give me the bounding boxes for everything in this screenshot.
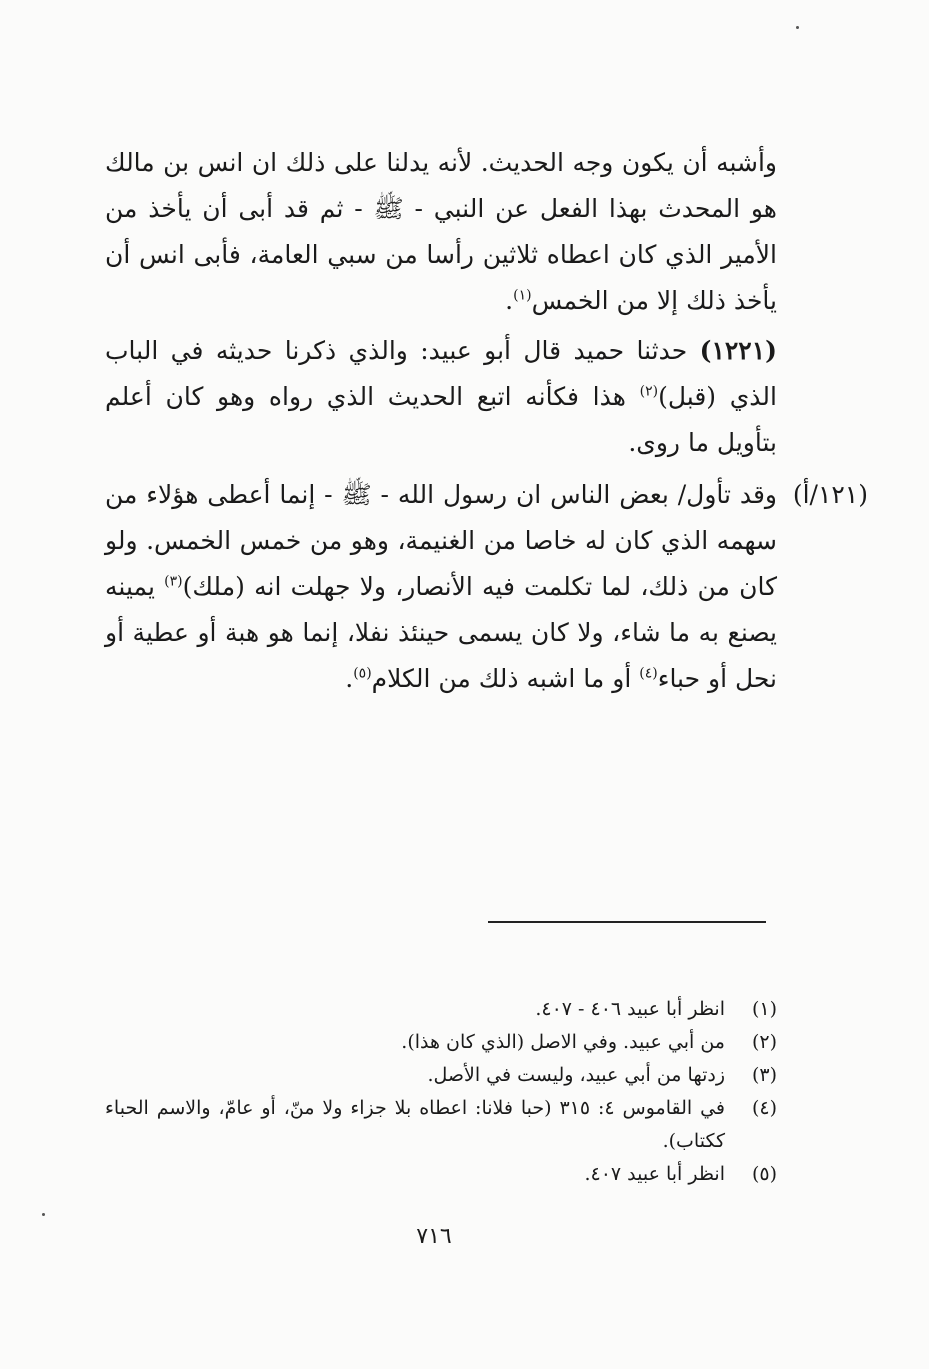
- paragraph-3-text-a: وقد تأول/ بعض الناس ان رسول الله - ﷺ - إنما أعطى هؤلاء من سهمه الذي كان له خاصا من الغنيمة، وهو من خمس الخمس. ولو كان من ذلك، لما تكلمت فيه الأنصار، ولا جهلت انه (ملك): [105, 480, 777, 601]
- footnote-text: انظر أبا عبيد ٤٠٦ - ٤٠٧.: [535, 998, 725, 1020]
- footnote-ref-1: (١): [513, 287, 532, 304]
- footnote-ref-2: (٢): [639, 383, 659, 400]
- footnote-number: (٤): [751, 1097, 777, 1119]
- paragraph-2: [105, 328, 777, 466]
- scan-speck: [42, 1213, 45, 1216]
- paragraph-1: [105, 140, 777, 324]
- footnote-item: [105, 1059, 777, 1092]
- paragraph-1-text: وأشبه أن يكون وجه الحديث. لأنه يدلنا على ذلك ان انس بن مالك هو المحدث بهذا الفعل عن النبي - ﷺ - ثم قد أبى أن يأخذ من الأمير الذي كان اعطاه ثلاثين رأسا من سبي العامة، فأبى انس أن يأخذ ذلك إلا من الخمس: [105, 148, 777, 315]
- paragraph-3-text-b: يمينه يصنع به ما شاء، ولا كان يسمى حينئذ نفلا، إنما هو هبة أو عطية أو نحل أو حباء: [105, 572, 777, 693]
- manuscript-folio-marker: (١٢١/أ): [792, 480, 868, 509]
- scan-speck: [796, 26, 799, 29]
- paragraph-2-text-b: هذا فكأنه اتبع الحديث الذي رواه وهو كان أعلم بتأويل ما روى.: [105, 382, 777, 457]
- footnote-text: انظر أبا عبيد ٤٠٧.: [584, 1163, 725, 1185]
- footnote-ref-5: (٥): [353, 665, 372, 682]
- paragraph-1-end: .: [505, 286, 514, 315]
- footnote-ref-4: (٤): [639, 665, 658, 682]
- paragraph-3: [105, 472, 777, 702]
- footnote-number: (٢): [751, 1031, 777, 1053]
- footnote-text: من أبي عبيد. وفي الاصل (الذي كان هذا).: [401, 1031, 725, 1053]
- footnote-number: (١): [751, 998, 777, 1020]
- footnote-item: [105, 993, 777, 1026]
- footnote-ref-3: (٣): [164, 573, 183, 590]
- footnote-item: [105, 1026, 777, 1059]
- footnote-text: في القاموس ٤: ٣١٥ (حبا فلانا: اعطاه بلا جزاء ولا منّ، أو عامّ، والاسم الحباء ككتاب).: [105, 1097, 725, 1152]
- hadith-number: (١٢٢١): [699, 336, 777, 365]
- footnote-number: (٥): [751, 1163, 777, 1185]
- footnote-separator: [488, 921, 766, 923]
- paragraph-3-end: .: [345, 664, 354, 693]
- footnote-item: [105, 1092, 777, 1158]
- footnote-text: زدتها من أبي عبيد، وليست في الأصل.: [427, 1064, 725, 1086]
- paragraph-3-text-c: أو ما اشبه ذلك من الكلام: [371, 664, 640, 693]
- paragraph-2-text-a: حدثنا حميد قال أبو عبيد: والذي ذكرنا حديثه في الباب الذي (قبل): [105, 336, 777, 411]
- footnote-item: [105, 1158, 777, 1191]
- footnotes: [105, 993, 777, 1191]
- footnote-number: (٣): [751, 1064, 777, 1086]
- page-number: ٧١٦: [416, 1224, 452, 1249]
